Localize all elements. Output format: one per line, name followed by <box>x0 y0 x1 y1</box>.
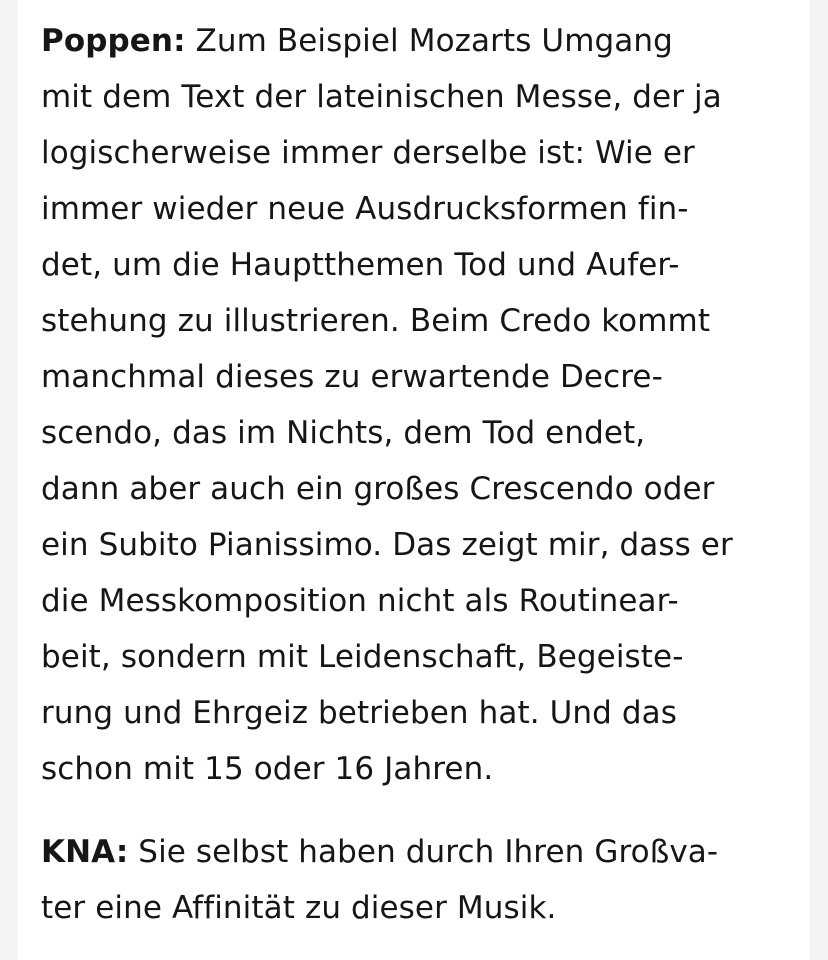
text-line: ter eine Affinität zu dieser Musik. <box>41 890 557 926</box>
text-line: beit, sondern mit Leidenschaft, Begeiste- <box>41 639 684 675</box>
line-text: Sie selbst haben durch Ihren Großva- <box>128 834 719 870</box>
text-line: die Messkomposition nicht als Routinear- <box>41 583 679 619</box>
text-line: stehung zu illustrieren. Beim Credo kommt <box>41 303 711 339</box>
interview-paragraph-poppen <box>41 13 801 797</box>
text-line <box>41 13 801 69</box>
text-line: mit dem Text der lateinischen Messe, der ja <box>41 79 722 115</box>
text-line: scendo, das im Nichts, dem Tod endet, <box>41 415 646 451</box>
text-line: schon mit 15 oder 16 Jahren. <box>41 751 494 787</box>
interview-text <box>41 13 801 960</box>
line-text: Zum Beispiel Mozarts Umgang <box>185 23 673 59</box>
text-line: ein Subito Pianissimo. Das zeigt mir, dass er <box>41 527 733 563</box>
text-line <box>41 824 801 880</box>
text-line: det, um die Hauptthemen Tod und Aufer- <box>41 247 680 283</box>
interview-paragraph-kna <box>41 824 801 936</box>
text-line: immer wieder neue Ausdrucksformen fin- <box>41 191 689 227</box>
text-line: dann aber auch ein großes Crescendo oder <box>41 471 715 507</box>
speaker-label: KNA: <box>41 834 129 870</box>
text-line: manchmal dieses zu erwartende Decre- <box>41 359 663 395</box>
speaker-label: Poppen: <box>41 23 186 59</box>
article-page <box>18 0 810 960</box>
text-line: rung und Ehrgeiz betrieben hat. Und das <box>41 695 678 731</box>
text-line: logischerweise immer derselbe ist: Wie er <box>41 135 695 171</box>
